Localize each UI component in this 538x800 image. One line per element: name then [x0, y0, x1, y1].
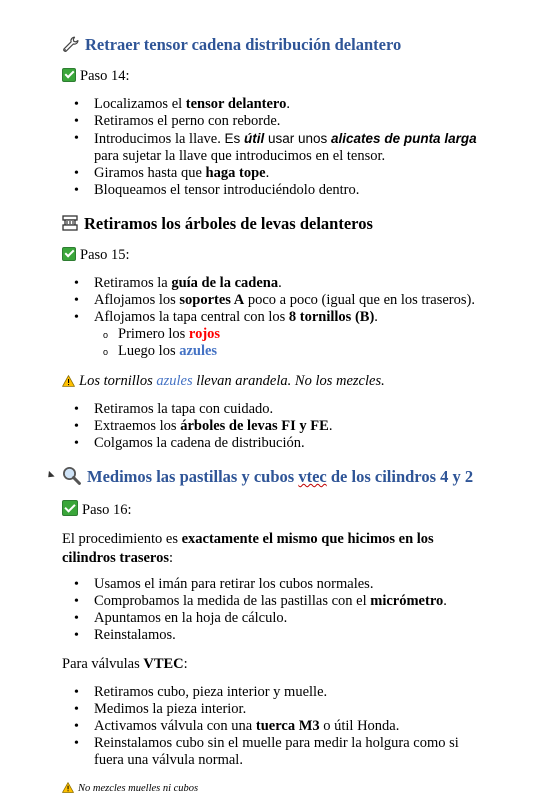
check-box-icon [62, 500, 78, 516]
list-item: • Apuntamos en la hoja de cálculo. [74, 610, 494, 627]
vtec-heading: Para válvulas VTEC: [62, 656, 188, 672]
step-label-15: Paso 15: [62, 246, 130, 264]
list-item: • Retiramos el perno con reborde. [74, 113, 484, 130]
list-item: • Extraemos los árboles de levas FI y FE. [74, 418, 494, 435]
list-item: o Luego los azules [94, 343, 514, 360]
magnifier-icon [62, 466, 81, 490]
section-title-measure: Medimos las pastillas y cubos vtec de los cilindros 4 y 2 [62, 466, 473, 490]
warning-note-washers: Los tornillos azules llevan arandela. No los mezcles. [62, 372, 385, 392]
vtec-list [74, 684, 474, 769]
step-label-16: Paso 16: [62, 500, 132, 519]
list-item: • Aflojamos los soportes A poco a poco (igual que en los traseros). [74, 292, 514, 309]
list-item: • Retiramos cubo, pieza interior y muelle. [74, 684, 474, 701]
list-item: • Colgamos la cadena de distribución. [74, 435, 494, 452]
section-title-text: Retiramos los árboles de levas delanteros [84, 214, 373, 233]
list-item: • Retiramos la tapa con cuidado. [74, 401, 494, 418]
list-item: • Activamos válvula con una tuerca M3 o útil Honda. [74, 718, 474, 735]
warning-note-springs: No mezcles muelles ni cubos [62, 780, 198, 800]
list-item: • Reinstalamos cubo sin el muelle para medir la holgura como si fuera una válvula normal. [74, 735, 474, 769]
list-item: • Retiramos la guía de la cadena. [74, 275, 514, 292]
list-item: • Aflojamos la tapa central con los 8 tornillos (B). o Primero los rojos o Luego los azules [74, 309, 514, 360]
list-item: • Localizamos el tensor delantero. [74, 96, 484, 113]
list-item: o Primero los rojos [94, 326, 514, 343]
warning-icon [62, 782, 74, 800]
list-item: • Medimos la pieza interior. [74, 701, 474, 718]
step-label-14: Paso 14: [62, 67, 130, 85]
section-title-text: Retraer tensor cadena distribución delantero [85, 35, 402, 54]
step-15-list [74, 275, 514, 360]
wrench-icon [62, 36, 79, 58]
list-item: • Giramos hasta que haga tope. [74, 165, 484, 182]
list-item: • Comprobamos la medida de las pastillas con el micrómetro. [74, 593, 494, 610]
check-box-icon [62, 68, 76, 82]
procedure-intro: El procedimiento es exactamente el mismo que hicimos en los cilindros traseros: [62, 531, 434, 566]
warning-icon [62, 374, 75, 392]
spellcheck-word: vtec [298, 467, 327, 486]
list-item: • Reinstalamos. [74, 627, 494, 644]
engine-block-icon [62, 215, 78, 237]
step-14-list [74, 96, 484, 199]
list-item: • Usamos el imán para retirar los cubos normales. [74, 576, 494, 593]
bolt-order-sublist [94, 326, 514, 360]
step-16-list [74, 576, 494, 644]
check-box-icon [62, 247, 76, 261]
step-15-list-2 [74, 401, 494, 452]
section-title-tensor [62, 35, 401, 58]
collapse-toggle-icon[interactable] [45, 471, 54, 480]
list-item: • Bloqueamos el tensor introduciéndolo dentro. [74, 182, 484, 199]
list-item: • Introducimos la llave. Es útil usar unos alicates de punta larga para sujetar la llave que introducimos en el tensor. [74, 130, 484, 165]
section-title-camshafts [62, 214, 373, 237]
